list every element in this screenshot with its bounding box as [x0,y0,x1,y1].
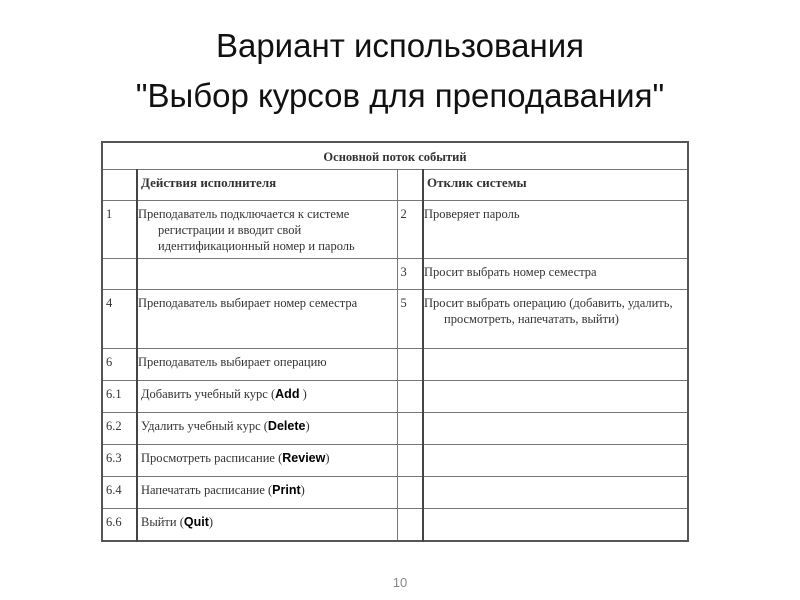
step-number [397,349,423,381]
slide-title-line2: "Выбор курсов для преподавания" [135,77,665,114]
column-header-actor: Действия исполнителя [137,170,397,201]
operation-label: Добавить учебный курс (Add ) [137,381,397,413]
operation-row [102,477,688,509]
command-name: Add [275,387,300,401]
table-row [102,259,688,290]
system-response [423,349,688,381]
step-number: 5 [397,290,423,349]
step-number: 6.1 [102,381,137,413]
main-flow-table [101,141,689,542]
table-caption: Основной поток событий [102,142,688,170]
step-number: 4 [102,290,137,349]
actor-action [137,259,397,290]
page-number: 10 [392,575,408,590]
table-row [102,290,688,349]
table-row [102,201,688,259]
operation-label: Просмотреть расписание (Review) [137,445,397,477]
operation-row [102,509,688,541]
table-row [102,349,688,381]
step-number: 1 [102,201,137,259]
operation-row [102,413,688,445]
slide-title-line1: Вариант использования [215,27,585,64]
operation-label: Удалить учебный курс (Delete) [137,413,397,445]
step-number: 6.3 [102,445,137,477]
command-name: Delete [267,419,306,433]
step-number: 6 [102,349,137,381]
command-name: Quit [183,515,209,529]
command-name: Review [282,451,326,465]
operation-label: Напечатать расписание (Print) [137,477,397,509]
operation-label: Выйти (Quit) [137,509,397,541]
actor-action: Преподаватель выбирает операцию [137,349,397,381]
column-header-system: Отклик системы [423,170,688,201]
step-number: 3 [397,259,423,290]
step-number: 6.6 [102,509,137,541]
command-name: Print [272,483,301,497]
step-number: 2 [397,201,423,259]
operation-row [102,445,688,477]
step-number [102,259,137,290]
operation-row [102,381,688,413]
actor-action: Преподаватель подключается к системе регистрации и вводит свой идентификационный номер и пароль [137,201,397,259]
system-response: Проверяет пароль [423,201,688,259]
system-response: Просит выбрать операцию (добавить, удалить, просмотреть, напечатать, выйти) [423,290,688,349]
system-response: Просит выбрать номер семестра [423,259,688,290]
step-number: 6.4 [102,477,137,509]
actor-action: Преподаватель выбирает номер семестра [137,290,397,349]
step-number: 6.2 [102,413,137,445]
